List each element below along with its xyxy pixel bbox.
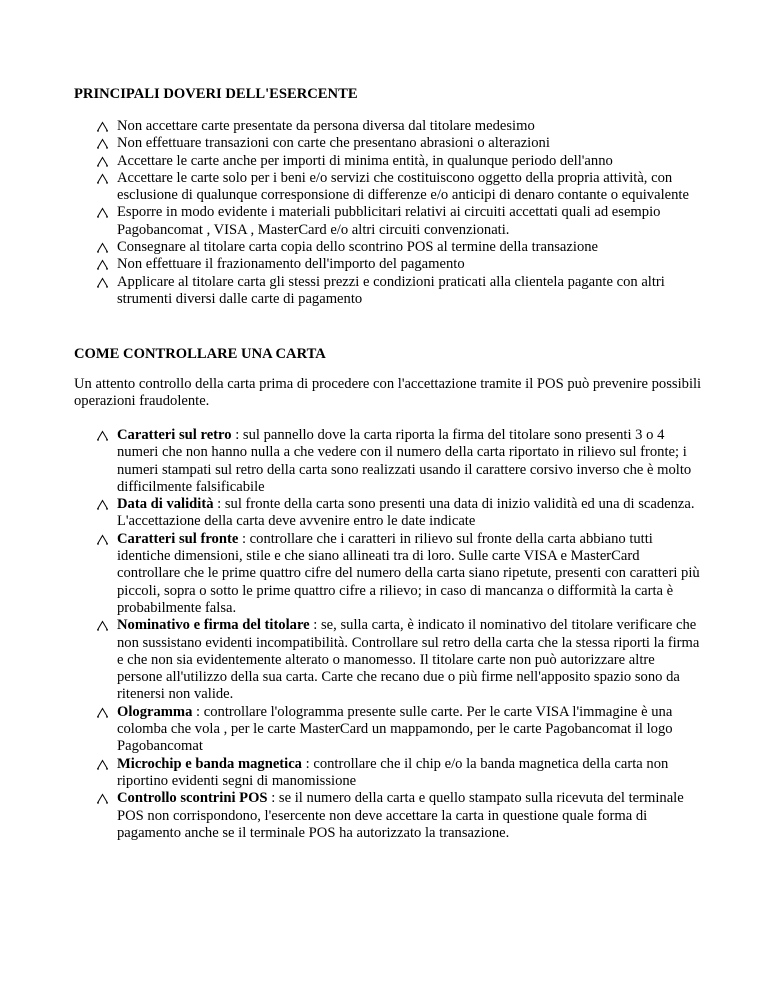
bullet-icon — [96, 429, 109, 442]
bullet-icon — [96, 276, 109, 289]
section-heading-doveri: PRINCIPALI DOVERI DELL'ESERCENTE — [74, 86, 358, 102]
item-text: : se, sulla carta, è indicato il nominativo del titolare verificare che non sussistano evidenti incompatibilità. Controllare sul retro della carta che la stessa riporti la firma e che non sia evidentemente alterato o manomesso. Il titolare carte non può autorizzare altre persone all'utilizzo della sua carta. Carte che recano due o più firme nell'apposito spazio sono da ritenersi non valide. — [117, 617, 700, 703]
item-term: Nominativo e firma del titolare — [117, 617, 310, 634]
list-item-text: Non effettuare il frazionamento dell'importo del pagamento — [117, 256, 465, 273]
bullet-icon — [96, 706, 109, 719]
bullet-icon — [96, 120, 109, 133]
item-term: Microchip e banda magnetica — [117, 755, 302, 772]
list-item — [96, 496, 701, 531]
list-item-text: Accettare le carte solo per i beni e/o servizi che costituiscono oggetto della propria attività, con esclusione di qualunque corresponsione di differenze e/o anticipi di denaro contante o equivalente — [117, 169, 689, 204]
bullet-icon — [96, 619, 109, 632]
list-item-text: Non effettuare transazioni con carte che presentano abrasioni o alterazioni — [117, 135, 550, 152]
list-item — [96, 170, 696, 205]
list-item — [96, 790, 701, 842]
list-item — [96, 756, 701, 791]
list-item — [96, 135, 696, 152]
list-item — [96, 153, 696, 170]
list-item — [96, 274, 696, 309]
bullet-icon — [96, 533, 109, 546]
list-item — [96, 531, 701, 617]
section-heading-controllo: COME CONTROLLARE UNA CARTA — [74, 346, 326, 362]
item-text: : se il numero della carta e quello stampato sulla ricevuta del terminale POS non corrispondono, l'esercente non deve accettare la carta in questione quale forma di pagamento anche se il terminale POS ha autorizzato la transazione. — [117, 790, 684, 841]
bullet-icon — [96, 498, 109, 511]
list-item-text: Consegnare al titolare carta copia dello scontrino POS al termine della transazione — [117, 239, 599, 256]
list-item — [96, 617, 701, 703]
list-item-text: Accettare le carte anche per importi di minima entità, in qualunque periodo dell'anno — [117, 152, 613, 169]
list-item — [96, 704, 701, 756]
bullet-icon — [96, 241, 109, 254]
list-item — [96, 239, 696, 256]
doveri-list — [96, 118, 696, 308]
item-text: : controllare l'ologramma presente sulle carte. Per le carte VISA l'immagine è una colomba che vola , per le carte MasterCard un mappamondo, per le carte Pagobancomat il logo Pagobancomat — [117, 703, 673, 755]
list-item — [96, 204, 696, 239]
item-term: Data di validità — [117, 496, 214, 513]
item-term: Caratteri sul fronte — [117, 530, 239, 547]
item-term: Caratteri sul retro — [117, 427, 232, 443]
item-text: : controllare che il chip e/o la banda magnetica della carta non riportino evidenti segni di manomissione — [117, 755, 669, 789]
bullet-icon — [96, 758, 109, 771]
list-item — [96, 427, 701, 496]
intro-paragraph: Un attento controllo della carta prima di procedere con l'accettazione tramite il POS può prevenire possibili operazioni fraudolente. — [74, 376, 702, 410]
bullet-icon — [96, 137, 109, 150]
item-term: Controllo scontrini POS — [117, 790, 268, 807]
list-item — [96, 118, 696, 135]
list-item — [96, 256, 696, 273]
bullet-icon — [96, 172, 109, 185]
bullet-icon — [96, 792, 109, 805]
list-item-text: Non accettare carte presentate da persona diversa dal titolare medesimo — [117, 118, 535, 134]
bullet-icon — [96, 155, 109, 168]
item-term: Ologramma — [117, 703, 193, 720]
controlli-list — [96, 427, 701, 842]
bullet-icon — [96, 206, 109, 219]
list-item-text: Esporre in modo evidente i materiali pubblicitari relativi ai circuiti accettati quali ad esempio Pagobancomat , VISA , MasterCard e/o altri circuiti convenzionati. — [117, 204, 661, 238]
list-item-text: Applicare al titolare carta gli stessi prezzi e condizioni praticati alla clientela pagante con altri strumenti diversi dalle carte di pagamento — [117, 273, 665, 307]
item-text: : sul fronte della carta sono presenti una data di inizio validità ed una di scadenza. L'accettazione della carta deve avvenire entro le date indicate — [117, 496, 695, 530]
item-text: : controllare che i caratteri in rilievo sul fronte della carta abbiano tutti identiche dimensioni, stile e che siano allineati tra di loro. Sulle carte VISA e MasterCard controllare che le prime quattro cifre del numero della carta siano ripetute, presenti con caratteri più piccoli, sopra o sotto le prime quattro cifre a rilievo; in caso di mancanza o difformità la carta è probabilmente falsa. — [117, 530, 700, 616]
item-text: : sul pannello dove la carta riporta la firma del titolare sono presenti 3 o 4 numeri che non hanno nulla a che vedere con il numero della carta riportato in rilievo sul fronte; i numeri stampati sul retro della carta sono realizzati usando il carattere corsivo inverso che è molto difficilmente falsificabile — [117, 427, 692, 495]
bullet-icon — [96, 258, 109, 271]
